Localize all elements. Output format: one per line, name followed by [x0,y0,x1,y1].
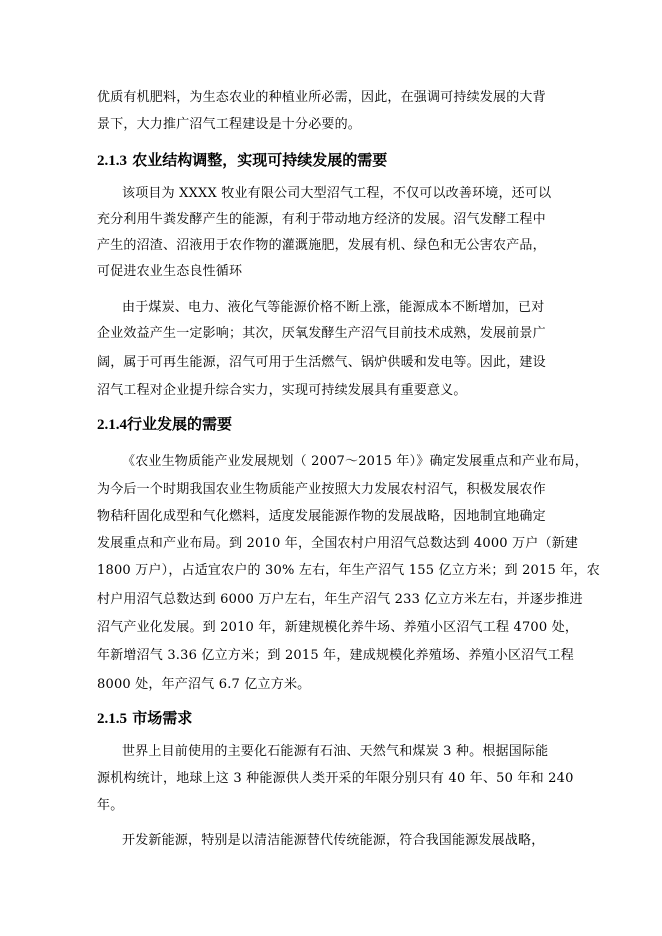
intro-line-2: 景下，大力推广沼气工程建设是十分必要的。 [97,117,362,132]
section-number: 2.1.5 [97,711,127,727]
section-heading-2-1-3 [97,151,387,170]
section-title: 农业结构调整，实现可持续发展的需要 [132,151,388,169]
s213-p1-line-4: 可促进农业生态良性循环 [97,264,243,279]
s215-p1-line-1: 世界上目前使用的主要化石能源有石油、天然气和煤炭 3 种。根据国际能 [122,744,549,759]
s213-p2-line-1: 由于煤炭、电力、液化气等能源价格不断上涨，能源成本不断增加，已对 [122,300,545,315]
s214-p1-line-2: 为今后一个时期我国农业生物质能产业按照大力发展农村沼气，积极发展农作 [97,482,546,497]
s213-p1-line-1: 该项目为 XXXX 牧业有限公司大型沼气工程，不仅可以改善环境，还可以 [122,186,552,201]
s213-p1-line-2: 充分利用牛粪发酵产生的能源，有利于带动地方经济的发展。沼气发酵工程中 [97,212,546,227]
s214-p1-line-5: 1800 万户），占适宜农户的 30% 左右，年生产沼气 155 亿立方米；到 2015 年，农 [97,563,600,578]
intro-line-1: 优质有机肥料，为生态农业的种植业所必需，因此，在强调可持续发展的大背 [97,90,546,105]
s214-p1-line-7: 沼气产业化发展。到 2010 年，新建规模化养牛场、养殖小区沼气工程 4700 处， [97,620,579,635]
s214-p1-line-8: 年新增沼气 3.36 亿立方米；到 2015 年，建成规模化养殖场、养殖小区沼气工程 [97,648,574,663]
s213-p2-line-4: 沼气工程对企业提升综合实力，实现可持续发展具有重要意义。 [97,383,467,398]
s215-p2-line-1: 开发新能源，特别是以清洁能源替代传统能源，符合我国能源发展战略， [122,833,545,848]
s213-p1-line-3: 产生的沼渣、沼液用于农作物的灌溉施肥，发展有机、绿色和无公害农产品， [97,238,546,253]
s215-p1-line-2: 源机构统计，地球上这 3 种能源供人类开采的年限分别只有 40 年、50 年和 240 [97,771,574,786]
section-number: 2.1.4 [97,417,127,433]
section-heading-2-1-4 [97,415,232,434]
s213-p2-line-3: 阔，属于可再生能源，沼气可用于生活燃气、锅炉供暖和发电等。因此，建设 [97,355,546,370]
section-heading-2-1-5 [97,709,192,728]
section-title: 行业发展的需要 [127,415,233,433]
s213-p2-line-2: 企业效益产生一定影响；其次，厌氧发酵生产沼气目前技术成熟，发展前景广 [97,326,546,341]
s214-p1-line-4: 发展重点和产业布局。到 2010 年，全国农村户用沼气总数达到 4000 万户（新建 [97,536,579,551]
s214-p1-line-1: 《农业生物质能产业发展规划（ 2007～2015 年）》确定发展重点和产业布局， [122,454,588,469]
s214-p1-line-9: 8000 处，年产沼气 6.7 亿立方米。 [97,677,311,692]
section-number: 2.1.3 [97,153,127,169]
section-title: 市场需求 [132,709,193,727]
s214-p1-line-3: 物秸秆固化成型和气化燃料，适度发展能源作物的发展战略，因地制宜地确定 [97,509,546,524]
s214-p1-line-6: 村户用沼气总数达到 6000 万户左右，年生产沼气 233 亿立方米左右，并逐步推进 [97,592,583,607]
s215-p1-line-3: 年。 [97,798,124,813]
